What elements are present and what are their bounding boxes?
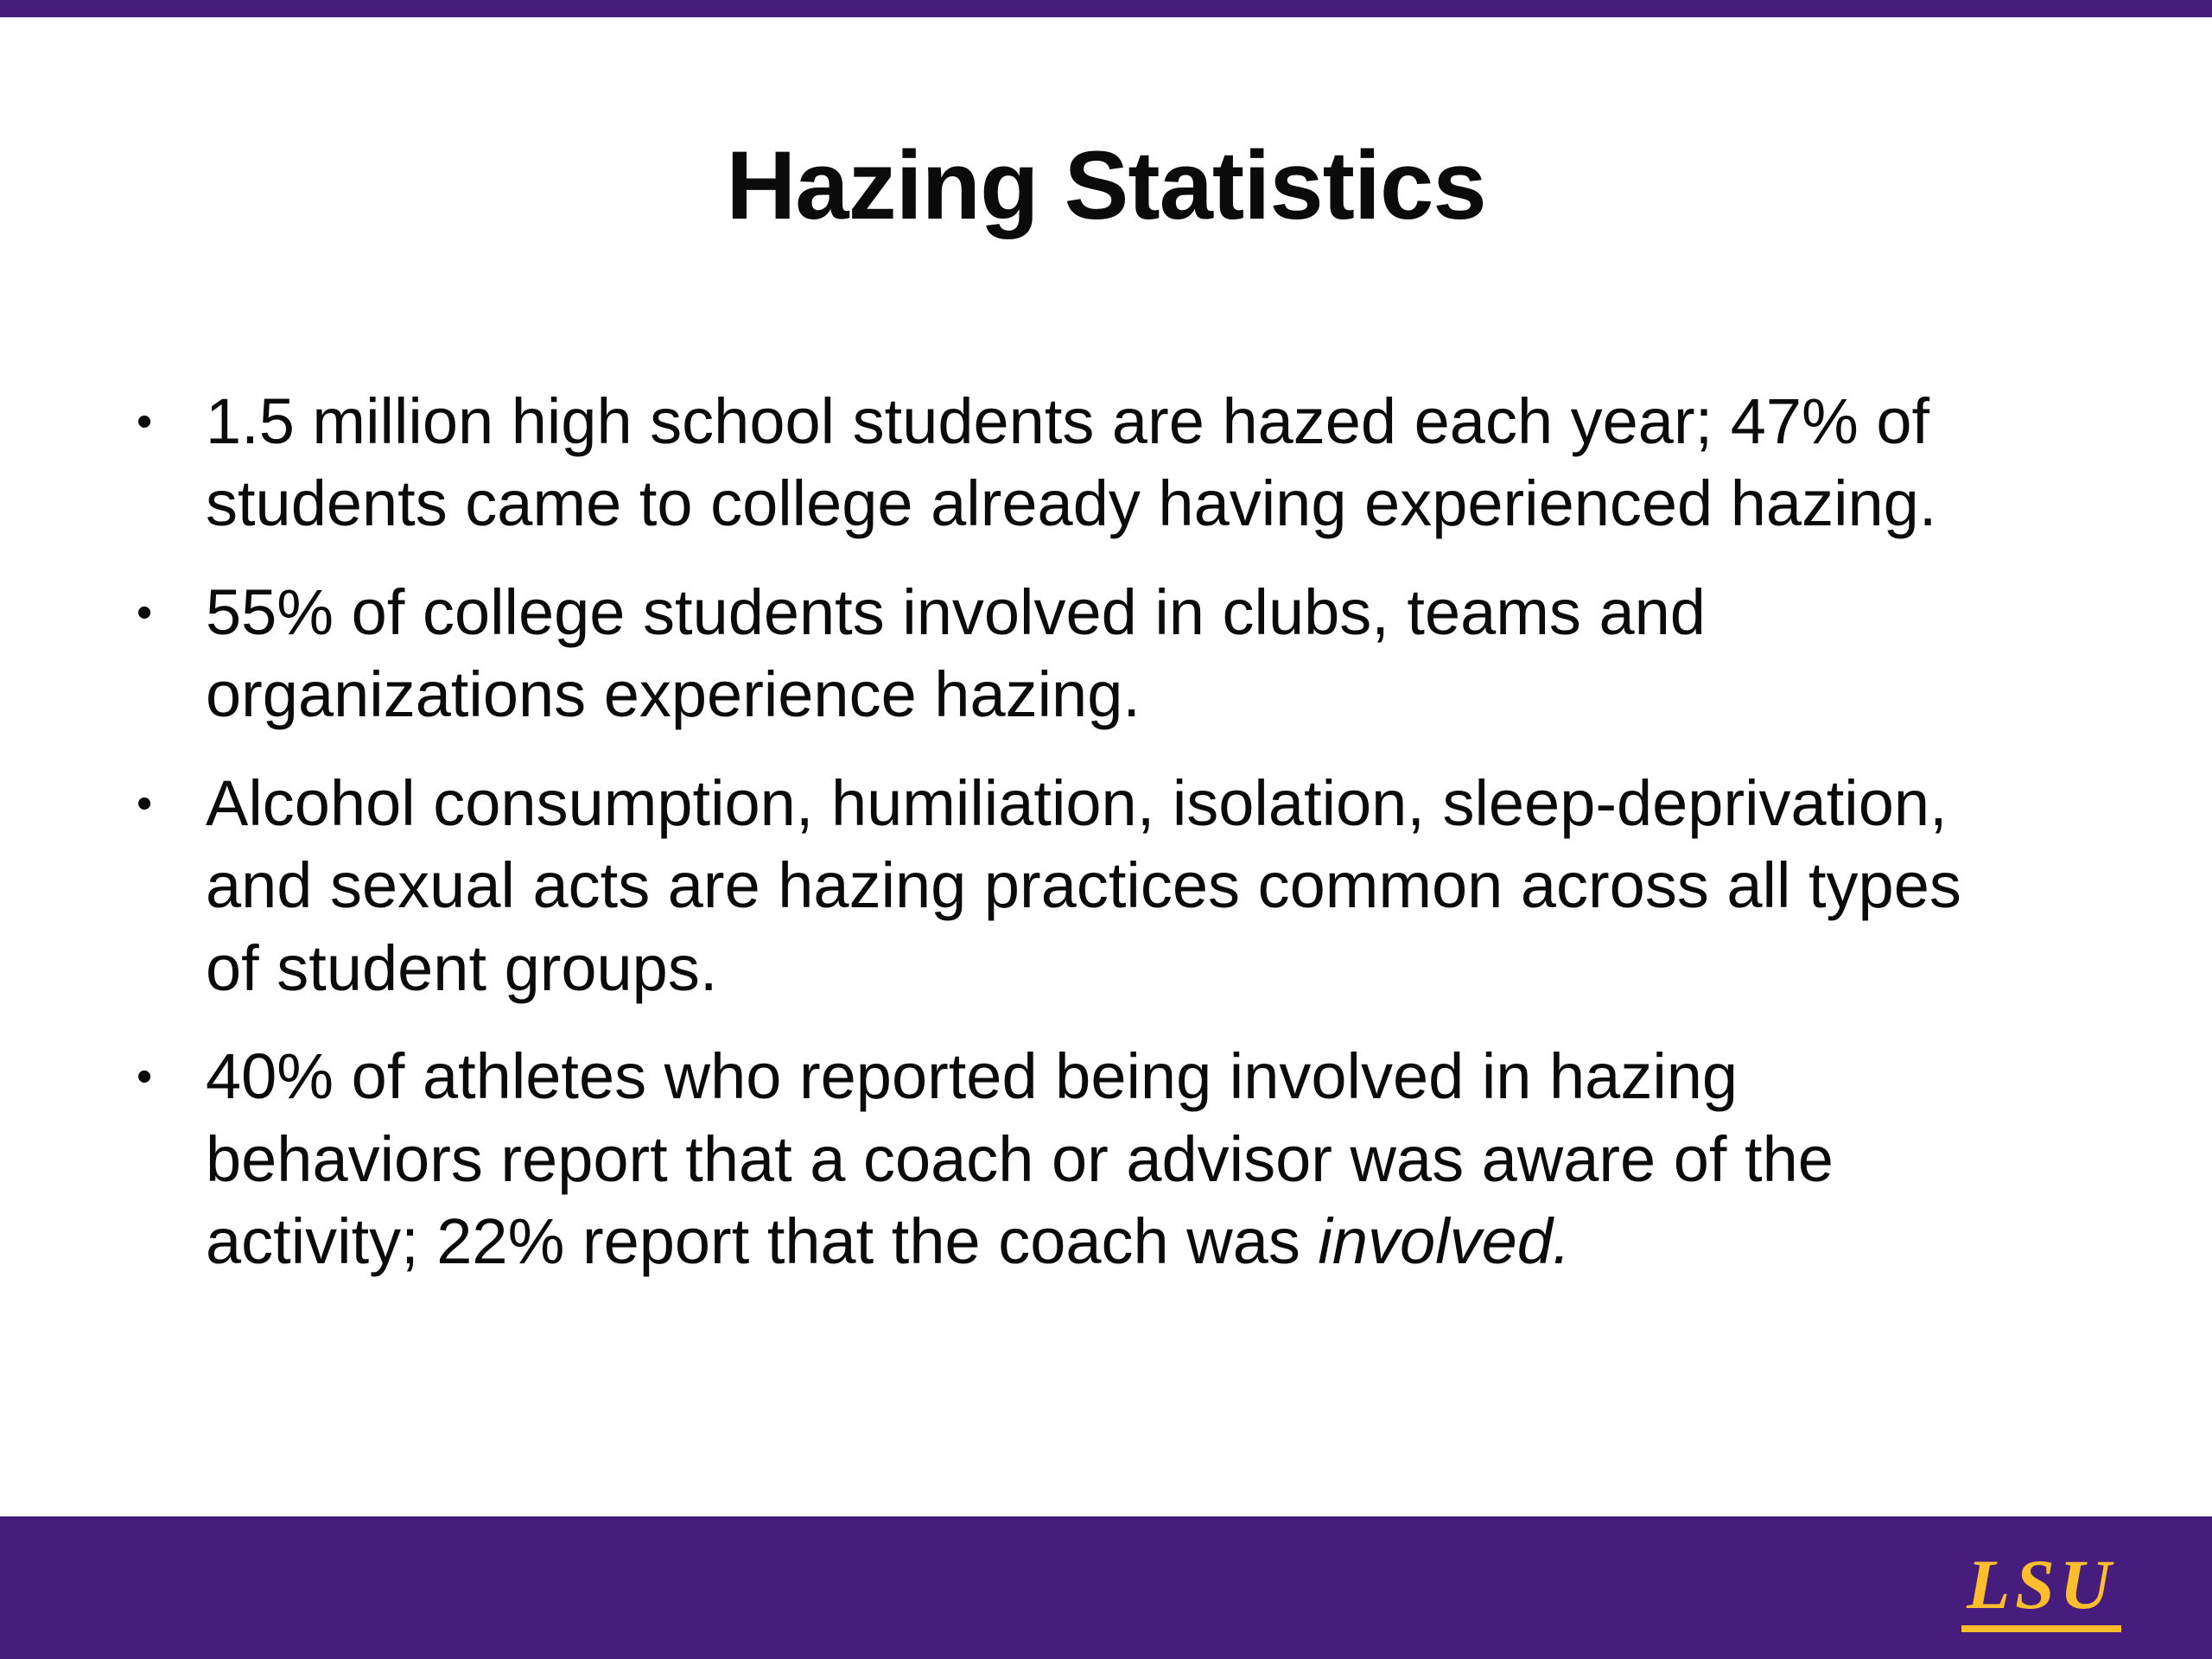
bullet-text: Alcohol consumption, humiliation, isolation, sleep-deprivation, and sexual acts are hazing practices common across all types of student groups. (206, 766, 1961, 1004)
bullet-item (130, 1035, 2039, 1282)
bullet-text: 40% of athletes who reported being involved in hazing behaviors report that a coach or advisor was aware of the activity; 22% report that the coach was (206, 1040, 1834, 1278)
bullet-italic-text: involved. (1318, 1205, 1571, 1278)
bullet-marker: • (137, 778, 153, 829)
bullet-text: 1.5 million high school students are hazed each year; 47% of students came to college already having experienced hazing. (206, 385, 1937, 540)
top-accent-bar (0, 0, 2212, 17)
bottom-accent-bar (0, 1516, 2212, 1659)
bullet-text: 55% of college students involved in clubs, teams and organizations experience hazing. (206, 575, 1706, 731)
bullet-marker: • (137, 587, 153, 638)
bullet-text-block (206, 380, 2029, 545)
bullet-item (130, 762, 2039, 1009)
lsu-logo: LSU (1961, 1549, 2121, 1632)
bullet-text-block (206, 571, 2029, 736)
bullet-text-block (206, 1035, 2029, 1282)
bullet-item (130, 380, 2039, 545)
bullet-marker: • (137, 397, 153, 447)
bullet-list (130, 380, 2039, 1309)
slide-title: Hazing Statistics (726, 131, 1486, 239)
bullet-item (130, 571, 2039, 736)
bullet-text-block (206, 762, 2029, 1009)
bullet-marker: • (137, 1052, 153, 1103)
